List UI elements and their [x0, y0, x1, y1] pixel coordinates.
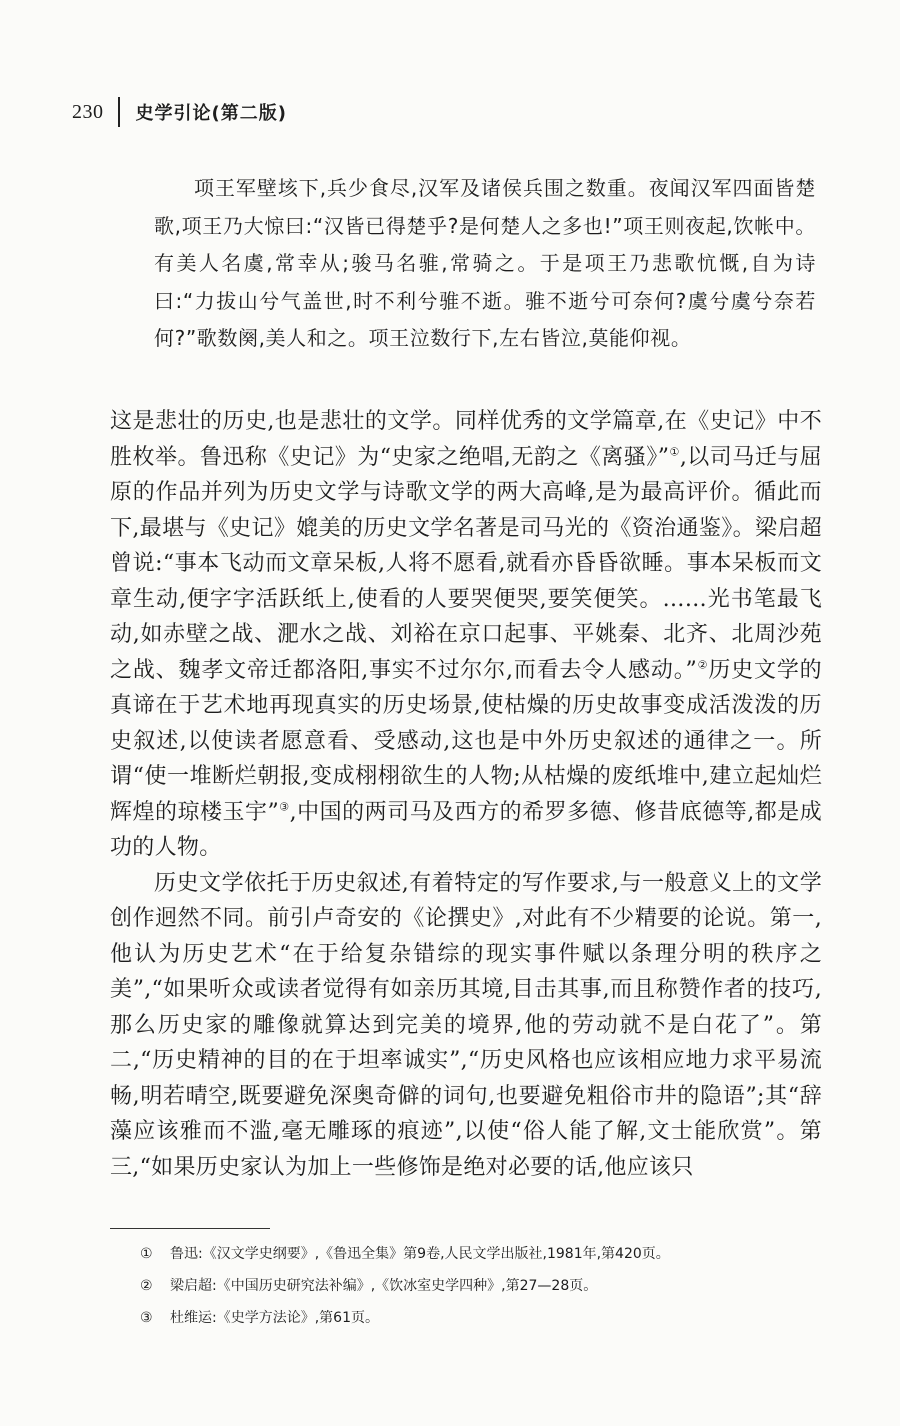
footnote-divider	[110, 1228, 270, 1229]
body-text	[110, 404, 822, 1185]
footnote-mark: ①	[140, 1246, 153, 1262]
paragraph-1-part-a: 这是悲壮的历史,也是悲壮的文学。同样优秀的文学篇章,在《史记》中不胜枚举。鲁迅称《史记》为“史家之绝唱,无韵之《离骚》”	[110, 409, 822, 470]
header-divider	[118, 97, 120, 127]
paragraph-1-part-b: ,以司马迁与屈原的作品并列为历史文学与诗歌文学的两大高峰,是为最高评价。循此而下,最堪与《史记》媲美的历史文学名著是司马光的《资治通鉴》。梁启超曾说:“事本飞动而文章呆板,人将不愿看,就看亦昏昏欲睡。事本呆板而文章生动,便字字活跃纸上,使看的人要哭便哭,要笑便笑。……光书笔最飞动,如赤壁之战、淝水之战、刘裕在京口起事、平姚秦、北齐、北周沙苑之战、魏孝文帝迁都洛阳,事实不过尔尔,而看去令人感动。”	[110, 444, 823, 683]
paragraph-1	[110, 404, 822, 866]
footnote-2	[140, 1270, 820, 1302]
footnote-text: 杜维运:《史学方法论》,第61页。	[170, 1310, 379, 1326]
page-number: 230	[72, 100, 104, 123]
footnote-text: 鲁迅:《汉文学史纲要》,《鲁迅全集》第9卷,人民文学出版社,1981年,第420页。	[170, 1246, 670, 1262]
block-quote: 项王军壁垓下,兵少食尽,汉军及诸侯兵围之数重。夜闻汉军四面皆楚歌,项王乃大惊曰:“汉皆已得楚乎?是何楚人之多也!”项王则夜起,饮帐中。有美人名虞,常幸从;骏马名骓,常骑之。于是项王乃悲歌忼慨,自为诗曰:“力拔山兮气盖世,时不利兮骓不逝。骓不逝兮可奈何?虞兮虞兮奈若何?”歌数阕,美人和之。项王泣数行下,左右皆泣,莫能仰视。	[154, 176, 816, 350]
footnote-mark: ②	[140, 1278, 153, 1294]
footnote-mark: ③	[140, 1310, 153, 1326]
footnote-ref-1: ①	[669, 445, 680, 459]
paragraph-1-part-d: ,中国的两司马及西方的希罗多德、修昔底德等,都是成功的人物。	[110, 799, 822, 860]
paragraph-2: 历史文学依托于历史叙述,有着特定的写作要求,与一般意义上的文学创作迥然不同。前引卢奇安的《论撰史》,对此有不少精要的论说。第一,他认为历史艺术“在于给复杂错综的现实事件赋以条理分明的秩序之美”,“如果听众或读者觉得有如亲历其境,目击其事,而且称赞作者的技巧,那么历史家的雕像就算达到完美的境界,他的劳动就不是白花了”。第二,“历史精神的目的在于坦率诚实”,“历史风格也应该相应地力求平易流畅,明若晴空,既要避免深奥奇僻的词句,也要避免粗俗市井的隐语”;其“辞藻应该雅而不滥,毫无雕琢的痕迹”,以使“俗人能了解,文士能欣赏”。第三,“如果历史家认为加上一些修饰是绝对必要的话,他应该只	[110, 870, 822, 1180]
book-title: 史学引论(第二版)	[135, 103, 287, 124]
footnote-ref-2: ②	[697, 658, 709, 672]
footnote-ref-3: ③	[279, 800, 290, 814]
footnote-text: 梁启超:《中国历史研究法补编》,《饮冰室史学四种》,第27—28页。	[170, 1278, 598, 1294]
footnote-3	[140, 1302, 820, 1334]
footnotes	[140, 1238, 820, 1334]
paragraph-1-part-c: 历史文学的真谛在于艺术地再现真实的历史场景,使枯燥的历史故事变成活泼泼的历史叙述,以使读者愿意看、受感动,这也是中外历史叙述的通律之一。所谓“使一堆断烂朝报,变成栩栩欲生的人物;从枯燥的废纸堆中,建立起灿烂辉煌的琼楼玉宇”	[110, 657, 822, 825]
footnote-1	[140, 1238, 820, 1270]
running-head	[72, 96, 287, 128]
